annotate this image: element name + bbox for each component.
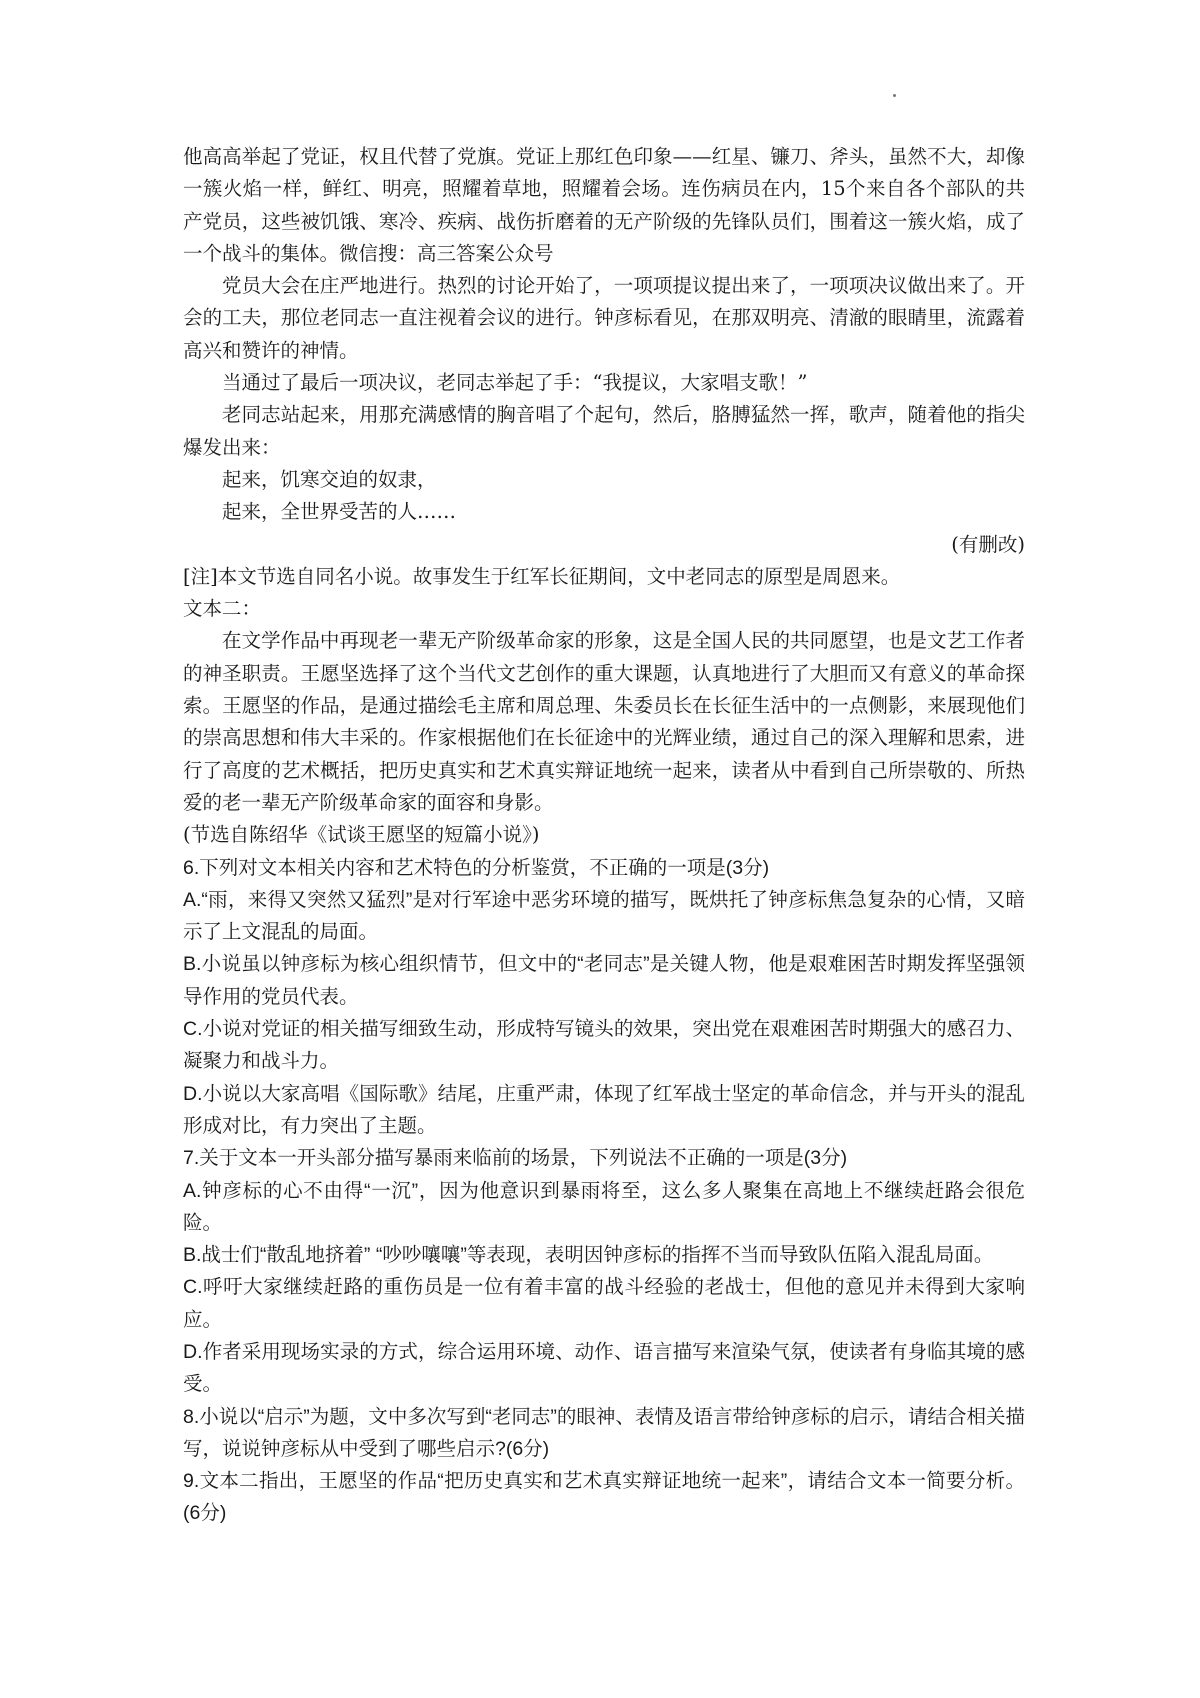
song-line: 起来，饥寒交迫的奴隶， [222, 467, 437, 491]
question-9: 9.文本二指出，王愿坚的作品“把历史真实和艺术真实辩证地统一起来”，请结合文本一简要分析。(6分) [183, 1470, 1025, 1525]
section-heading-text-two: 文本二： [183, 597, 262, 621]
question-6-option-c: C.小说对党证的相关描写细致生动，形成特写镜头的效果，突出党在艰难困苦时期强大的感召力、凝聚力和战斗力。 [183, 1018, 1025, 1073]
question-6-option-d: D.小说以大家高唱《国际歌》结尾，庄重严肃，体现了红军战士坚定的革命信念，并与开头的混乱形成对比，有力突出了主题。 [183, 1082, 1025, 1137]
question-7-option-d: D.作者采用现场实录的方式，综合运用环境、动作、语言描写来渲染气氛，使读者有身临其境的感受。 [183, 1340, 1025, 1396]
question-8: 8.小说以“启示”为题，文中多次写到“老同志”的眼神、表情及语言带给钟彦标的启示，请结合相关描写，说说钟彦标从中受到了哪些启示?(6分) [183, 1405, 1025, 1460]
question-7-option-b: B.战士们“散乱地挤着” “吵吵嚷嚷”等表现，表明因钟彦标的指挥不当而导致队伍陷入混乱局面。 [183, 1244, 994, 1267]
paragraph: 当通过了最后一项决议，老同志举起了手：“我提议，大家唱支歌！” [222, 371, 808, 395]
document-body [183, 141, 1025, 1530]
paragraph: 老同志站起来，用那充满感情的胸音唱了个起句，然后，胳膊猛然一挥，歌声，随着他的指尖爆发出来： [183, 403, 1025, 459]
question-7-option-a: A.钟彦标的心不由得“一沉”，因为他意识到暴雨将至，这么多人聚集在高地上不继续赶路会很危险。 [183, 1179, 1025, 1234]
paragraph: 在文学作品中再现老一辈无产阶级革命家的形象，这是全国人民的共同愿望，也是文艺工作者的神圣职责。王愿坚选择了这个当代文艺创作的重大课题，认真地进行了大胆而又有意义的革命探索。王愿坚的作品，是通过描绘毛主席和周总理、朱委员长在长征生活中的一点侧影，来展现他们的崇高思想和伟大丰采的。作家根据他们在长征途中的光辉业绩，通过自己的深入理解和思索，进行了高度的艺术概括，把历史真实和艺术真实辩证地统一起来，读者从中看到自己所崇敬的、所热爱的老一辈无产阶级革命家的面容和身影。 [183, 629, 1025, 814]
footnote: [注]本文节选自同名小说。故事发生于红军长征期间，文中老同志的原型是周恩来。 [183, 564, 901, 588]
scan-speck [893, 94, 896, 97]
paragraph: 他高高举起了党证，权且代替了党旗。党证上那红色印象——红星、镰刀、斧头，虽然不大，却像一簇火焰一样，鲜红、明亮，照耀着草地，照耀着会场。连伤病员在内，15个来自各个部队的共产党员，这些被饥饿、寒冷、疾病、战伤折磨着的无产阶级的先锋队员们，围着这一簇火焰，成了一个战斗的集体。微信搜：高三答案公众号 [183, 145, 1025, 265]
song-line: 起来，全世界受苦的人…… [222, 500, 457, 524]
question-6-option-a: A.“雨，来得又突然又猛烈”是对行军途中恶劣环境的描写，既烘托了钟彦标焦急复杂的心情，又暗示了上文混乱的局面。 [183, 888, 1025, 944]
paragraph: 党员大会在庄严地进行。热烈的讨论开始了，一项项提议提出来了，一项项决议做出来了。开会的工夫，那位老同志一直注视着会议的进行。钟彦标看见，在那双明亮、清澈的眼睛里，流露着高兴和赞许的神情。 [183, 274, 1025, 362]
question-7: 7.关于文本一开头部分描写暴雨来临前的场景，下列说法不正确的一项是(3分) [183, 1147, 848, 1170]
edit-note: (有删改) [951, 532, 1025, 556]
source-citation: (节选自陈绍华《试谈王愿坚的短篇小说》) [183, 823, 540, 847]
question-6: 6.下列对文本相关内容和艺术特色的分析鉴赏，不正确的一项是(3分) [183, 856, 770, 879]
question-7-option-c: C.呼吁大家继续赶路的重伤员是一位有着丰富的战斗经验的老战士，但他的意见并未得到大家响应。 [183, 1276, 1025, 1331]
question-6-option-b: B.小说虽以钟彦标为核心组织情节，但文中的“老同志”是关键人物，他是艰难困苦时期发挥坚强领导作用的党员代表。 [183, 953, 1025, 1008]
